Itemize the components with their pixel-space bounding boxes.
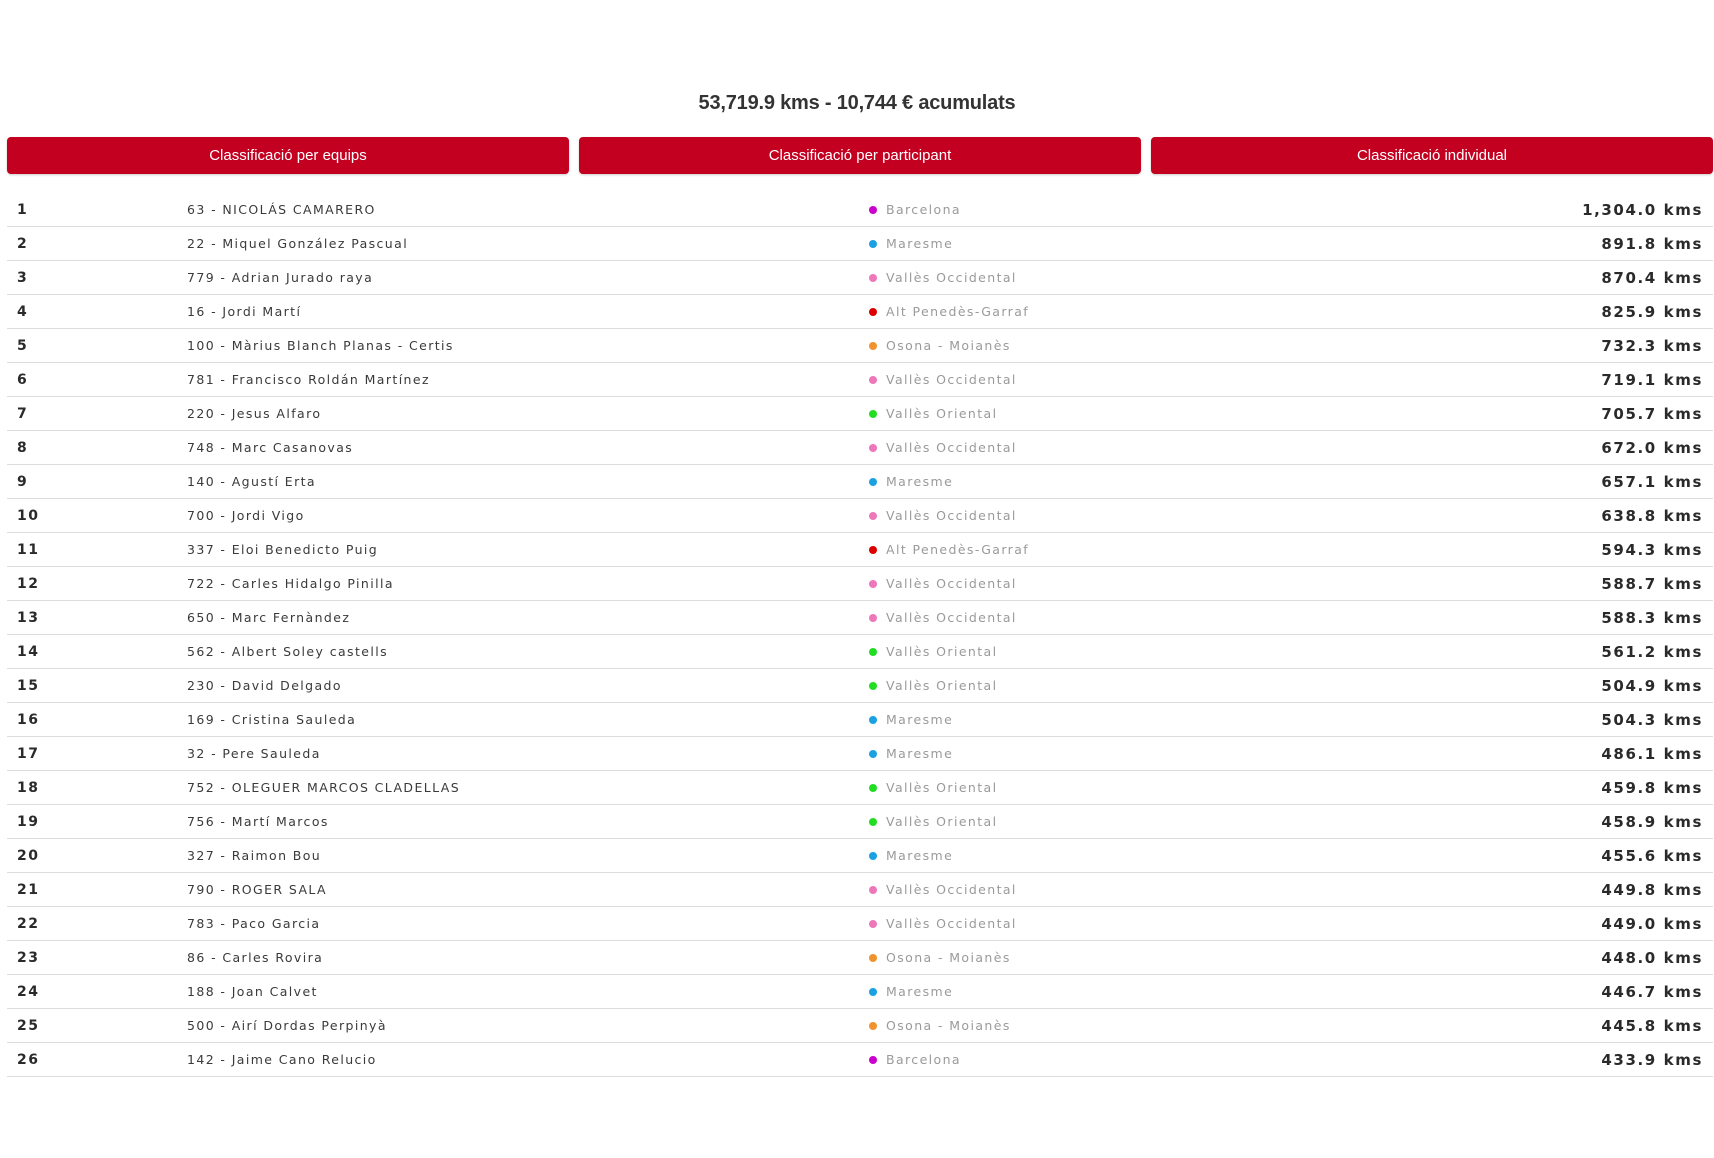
team-color-dot-icon	[869, 376, 877, 384]
participant-name: 500 - Airí Dordas Perpinyà	[187, 1018, 387, 1033]
total-kms: 445.8 kms	[1601, 1017, 1703, 1035]
team-color-dot-icon	[869, 546, 877, 554]
team-cell	[869, 780, 997, 795]
rank-position: 19	[17, 814, 40, 830]
team-cell	[869, 440, 1017, 455]
rank-position: 13	[17, 610, 40, 626]
participant-name: 86 - Carles Rovira	[187, 950, 324, 965]
team-color-dot-icon	[869, 478, 877, 486]
total-kms: 588.3 kms	[1601, 609, 1703, 627]
table-row	[7, 295, 1713, 329]
team-name: Maresme	[886, 848, 954, 863]
total-kms: 672.0 kms	[1601, 439, 1703, 457]
participant-name: 22 - Miquel González Pascual	[187, 236, 409, 251]
tab-teams-classification[interactable]: Classificació per equips	[7, 137, 569, 174]
team-cell	[869, 950, 1011, 965]
participant-name: 700 - Jordi Vigo	[187, 508, 305, 523]
total-kms: 561.2 kms	[1601, 643, 1703, 661]
team-name: Vallès Oriental	[886, 814, 998, 829]
rank-position: 4	[17, 304, 29, 320]
accumulated-summary: 53,719.9 kms - 10,744 € acumulats	[698, 92, 1016, 114]
total-kms: 504.3 kms	[1601, 711, 1703, 729]
total-kms: 705.7 kms	[1601, 405, 1703, 423]
team-name: Vallès Occidental	[886, 372, 1017, 387]
team-cell	[869, 372, 1017, 387]
team-cell	[869, 542, 1029, 557]
team-name: Maresme	[886, 236, 954, 251]
table-row	[7, 669, 1713, 703]
table-row	[7, 193, 1713, 227]
team-name: Vallès Oriental	[886, 678, 998, 693]
total-kms: 448.0 kms	[1601, 949, 1703, 967]
table-row	[7, 499, 1713, 533]
team-name: Osona - Moianès	[886, 1018, 1011, 1033]
tab-participant-classification[interactable]: Classificació per participant	[579, 137, 1141, 174]
team-cell	[869, 1018, 1011, 1033]
participant-name: 650 - Marc Fernàndez	[187, 610, 351, 625]
rank-position: 17	[17, 746, 40, 762]
team-cell	[869, 1052, 961, 1067]
table-row	[7, 839, 1713, 873]
team-cell	[869, 270, 1017, 285]
participant-name: 16 - Jordi Martí	[187, 304, 302, 319]
rank-position: 6	[17, 372, 29, 388]
tab-individual-classification[interactable]: Classificació individual	[1151, 137, 1713, 174]
table-row	[7, 873, 1713, 907]
team-cell	[869, 644, 997, 659]
total-kms: 594.3 kms	[1601, 541, 1703, 559]
rank-position: 11	[17, 542, 40, 558]
rank-position: 3	[17, 270, 29, 286]
table-row	[7, 431, 1713, 465]
rank-position: 21	[17, 882, 40, 898]
team-name: Barcelona	[886, 202, 961, 217]
rank-position: 15	[17, 678, 40, 694]
team-name: Vallès Occidental	[886, 610, 1017, 625]
team-color-dot-icon	[869, 750, 877, 758]
table-row	[7, 975, 1713, 1009]
team-color-dot-icon	[869, 682, 877, 690]
team-cell	[869, 882, 1017, 897]
ranking-table	[7, 193, 1713, 1077]
team-cell	[869, 746, 953, 761]
team-name: Alt Penedès-Garraf	[886, 304, 1030, 319]
total-kms: 1,304.0 kms	[1582, 201, 1703, 219]
rank-position: 25	[17, 1018, 40, 1034]
team-cell	[869, 984, 953, 999]
rank-position: 1	[17, 202, 29, 218]
team-name: Vallès Oriental	[886, 406, 998, 421]
classification-tabs	[7, 137, 1713, 174]
team-name: Maresme	[886, 712, 954, 727]
table-row	[7, 1043, 1713, 1077]
participant-name: 32 - Pere Sauleda	[187, 746, 321, 761]
team-cell	[869, 406, 997, 421]
participant-name: 783 - Paco Garcia	[187, 916, 321, 931]
table-row	[7, 703, 1713, 737]
team-name: Barcelona	[886, 1052, 961, 1067]
team-color-dot-icon	[869, 240, 877, 248]
total-kms: 588.7 kms	[1601, 575, 1703, 593]
rank-position: 18	[17, 780, 40, 796]
participant-name: 722 - Carles Hidalgo Pinilla	[187, 576, 394, 591]
team-color-dot-icon	[869, 1056, 877, 1064]
team-cell	[869, 304, 1029, 319]
table-row	[7, 635, 1713, 669]
participant-name: 100 - Màrius Blanch Planas - Certis	[187, 338, 454, 353]
table-row	[7, 907, 1713, 941]
team-cell	[869, 848, 953, 863]
team-cell	[869, 678, 997, 693]
team-cell	[869, 202, 961, 217]
team-color-dot-icon	[869, 308, 877, 316]
team-color-dot-icon	[869, 818, 877, 826]
total-kms: 504.9 kms	[1601, 677, 1703, 695]
participant-name: 327 - Raimon Bou	[187, 848, 322, 863]
total-kms: 638.8 kms	[1601, 507, 1703, 525]
team-cell	[869, 576, 1017, 591]
participant-name: 169 - Cristina Sauleda	[187, 712, 357, 727]
team-name: Vallès Occidental	[886, 440, 1017, 455]
team-color-dot-icon	[869, 444, 877, 452]
participant-name: 562 - Albert Soley castells	[187, 644, 388, 659]
rank-position: 7	[17, 406, 29, 422]
team-name: Osona - Moianès	[886, 338, 1011, 353]
team-color-dot-icon	[869, 648, 877, 656]
team-color-dot-icon	[869, 342, 877, 350]
team-color-dot-icon	[869, 920, 877, 928]
team-cell	[869, 508, 1017, 523]
rank-position: 16	[17, 712, 40, 728]
participant-name: 752 - OLEGUER MARCOS CLADELLAS	[187, 780, 461, 795]
team-name: Vallès Occidental	[886, 882, 1017, 897]
team-name: Maresme	[886, 746, 954, 761]
rank-position: 2	[17, 236, 29, 252]
table-row	[7, 261, 1713, 295]
total-kms: 449.8 kms	[1601, 881, 1703, 899]
total-kms: 486.1 kms	[1601, 745, 1703, 763]
team-cell	[869, 338, 1011, 353]
team-name: Vallès Occidental	[886, 576, 1017, 591]
total-kms: 458.9 kms	[1601, 813, 1703, 831]
participant-name: 63 - NICOLÁS CAMARERO	[187, 202, 376, 217]
total-kms: 719.1 kms	[1601, 371, 1703, 389]
team-color-dot-icon	[869, 1022, 877, 1030]
team-name: Maresme	[886, 984, 954, 999]
team-name: Vallès Oriental	[886, 780, 998, 795]
rank-position: 12	[17, 576, 40, 592]
table-row	[7, 771, 1713, 805]
total-kms: 449.0 kms	[1601, 915, 1703, 933]
participant-name: 790 - ROGER SALA	[187, 882, 328, 897]
total-kms: 891.8 kms	[1601, 235, 1703, 253]
total-kms: 446.7 kms	[1601, 983, 1703, 1001]
team-name: Vallès Occidental	[886, 916, 1017, 931]
table-row	[7, 397, 1713, 431]
team-cell	[869, 814, 997, 829]
team-name: Vallès Occidental	[886, 508, 1017, 523]
rank-position: 24	[17, 984, 40, 1000]
table-row	[7, 465, 1713, 499]
rank-position: 26	[17, 1052, 40, 1068]
team-cell	[869, 474, 953, 489]
rank-position: 10	[17, 508, 40, 524]
team-cell	[869, 712, 953, 727]
participant-name: 230 - David Delgado	[187, 678, 342, 693]
participant-name: 188 - Joan Calvet	[187, 984, 318, 999]
participant-name: 142 - Jaime Cano Relucio	[187, 1052, 377, 1067]
team-cell	[869, 236, 953, 251]
team-color-dot-icon	[869, 206, 877, 214]
participant-name: 337 - Eloi Benedicto Puig	[187, 542, 379, 557]
team-color-dot-icon	[869, 274, 877, 282]
total-kms: 455.6 kms	[1601, 847, 1703, 865]
team-color-dot-icon	[869, 988, 877, 996]
table-row	[7, 533, 1713, 567]
team-color-dot-icon	[869, 512, 877, 520]
table-row	[7, 737, 1713, 771]
participant-name: 756 - Martí Marcos	[187, 814, 329, 829]
rank-position: 22	[17, 916, 40, 932]
team-color-dot-icon	[869, 580, 877, 588]
team-name: Vallès Occidental	[886, 270, 1017, 285]
total-kms: 459.8 kms	[1601, 779, 1703, 797]
team-color-dot-icon	[869, 614, 877, 622]
table-row	[7, 941, 1713, 975]
participant-name: 779 - Adrian Jurado raya	[187, 270, 374, 285]
team-color-dot-icon	[869, 716, 877, 724]
table-row	[7, 227, 1713, 261]
team-color-dot-icon	[869, 410, 877, 418]
rank-position: 23	[17, 950, 40, 966]
table-row	[7, 567, 1713, 601]
rank-position: 14	[17, 644, 40, 660]
rank-position: 8	[17, 440, 29, 456]
rank-position: 9	[17, 474, 29, 490]
total-kms: 825.9 kms	[1601, 303, 1703, 321]
team-cell	[869, 916, 1017, 931]
participant-name: 140 - Agustí Erta	[187, 474, 316, 489]
total-kms: 433.9 kms	[1601, 1051, 1703, 1069]
table-row	[7, 1009, 1713, 1043]
rank-position: 5	[17, 338, 29, 354]
team-color-dot-icon	[869, 886, 877, 894]
team-color-dot-icon	[869, 784, 877, 792]
table-row	[7, 363, 1713, 397]
team-name: Osona - Moianès	[886, 950, 1011, 965]
team-name: Alt Penedès-Garraf	[886, 542, 1030, 557]
table-row	[7, 329, 1713, 363]
table-row	[7, 805, 1713, 839]
participant-name: 781 - Francisco Roldán Martínez	[187, 372, 430, 387]
rank-position: 20	[17, 848, 40, 864]
participant-name: 748 - Marc Casanovas	[187, 440, 354, 455]
team-name: Maresme	[886, 474, 954, 489]
team-color-dot-icon	[869, 954, 877, 962]
participant-name: 220 - Jesus Alfaro	[187, 406, 322, 421]
total-kms: 870.4 kms	[1601, 269, 1703, 287]
total-kms: 657.1 kms	[1601, 473, 1703, 491]
team-color-dot-icon	[869, 852, 877, 860]
table-row	[7, 601, 1713, 635]
team-name: Vallès Oriental	[886, 644, 998, 659]
total-kms: 732.3 kms	[1601, 337, 1703, 355]
team-cell	[869, 610, 1017, 625]
